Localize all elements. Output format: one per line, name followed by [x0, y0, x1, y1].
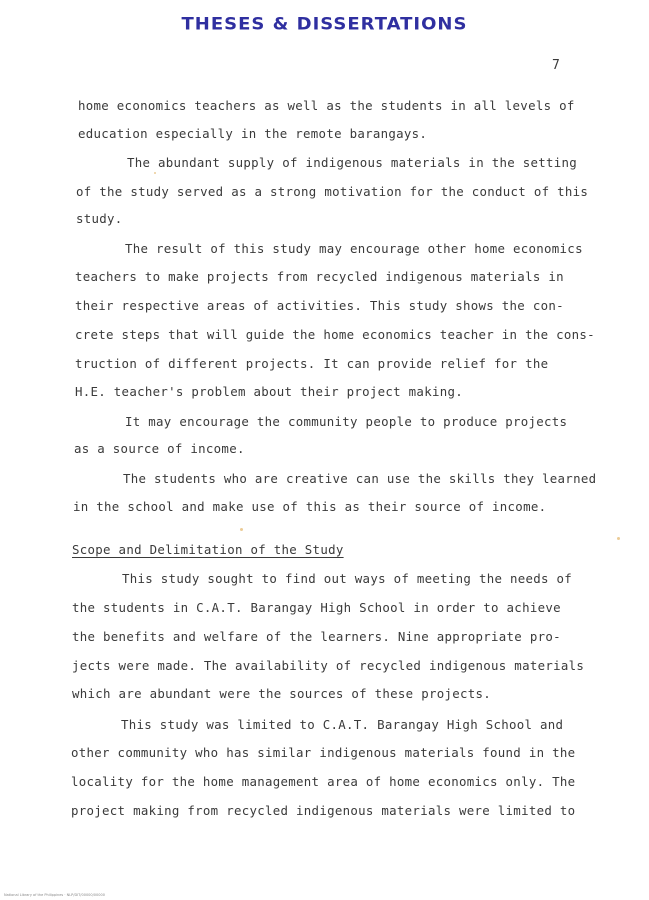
text-line: project making from recycled indigenous materials were limited to: [71, 803, 576, 818]
paper-speck: [617, 537, 620, 540]
text-line: other community who has similar indigenous materials found in the: [71, 745, 576, 760]
scan-footer: National Library of the Philippines · NLP/DIT/00000/00000: [4, 893, 105, 897]
text-line: the benefits and welfare of the learners. Nine appropriate pro-: [72, 629, 561, 644]
text-line: crete steps that will guide the home economics teacher in the cons-: [75, 327, 595, 342]
text-line: This study was limited to C.A.T. Barangay High School and: [121, 717, 564, 732]
paper-speck: [154, 172, 156, 174]
theses-dissertations-stamp: THESES & DISSERTATIONS: [181, 14, 468, 35]
text-line: study.: [76, 211, 123, 226]
text-line: their respective areas of activities. This study shows the con-: [75, 298, 564, 313]
page-number: 7: [552, 58, 560, 73]
text-line: It may encourage the community people to produce projects: [125, 414, 568, 429]
text-line: The abundant supply of indigenous materials in the setting: [127, 155, 578, 170]
text-line: The students who are creative can use the skills they learned: [123, 471, 597, 486]
paper-speck: [240, 528, 243, 531]
text-line: teachers to make projects from recycled indigenous materials in: [75, 269, 564, 284]
text-line: jects were made. The availability of recycled indigenous materials: [72, 658, 585, 673]
text-line: in the school and make use of this as their source of income.: [73, 499, 547, 514]
text-line: H.E. teacher's problem about their project making.: [75, 384, 463, 399]
text-line: truction of different projects. It can provide relief for the: [75, 356, 549, 371]
text-line: This study sought to find out ways of meeting the needs of: [122, 571, 573, 586]
section-heading: Scope and Delimitation of the Study: [72, 542, 344, 557]
text-line: education especially in the remote barangays.: [78, 126, 428, 141]
text-line: home economics teachers as well as the students in all levels of: [78, 98, 575, 113]
text-line: The result of this study may encourage other home economics: [125, 241, 583, 256]
text-line: as a source of income.: [74, 441, 245, 456]
text-line: of the study served as a strong motivation for the conduct of this: [76, 184, 589, 199]
text-line: the students in C.A.T. Barangay High School in order to achieve: [72, 600, 561, 615]
text-line: which are abundant were the sources of these projects.: [72, 686, 492, 701]
text-line: locality for the home management area of home economics only. The: [71, 774, 576, 789]
